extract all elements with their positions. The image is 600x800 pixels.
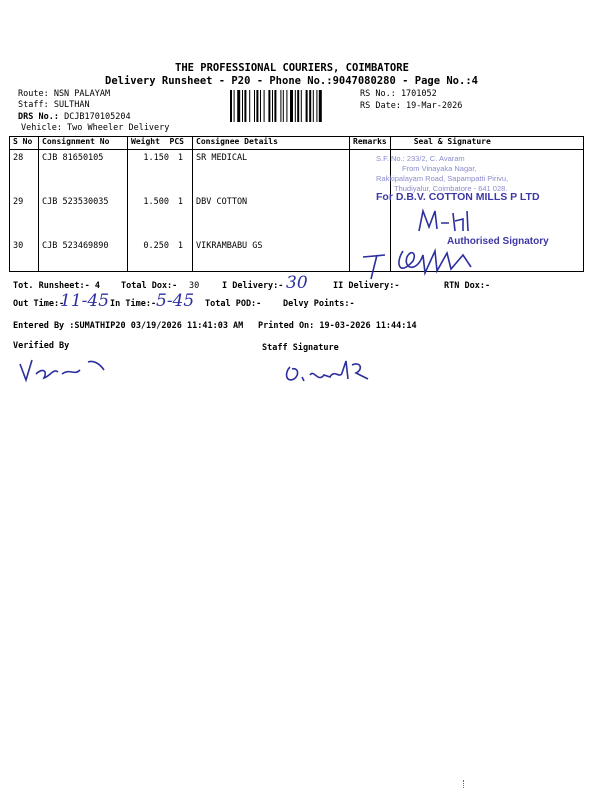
total-pod: Total POD:- — [205, 299, 262, 309]
row-consignment: CJB 523530035 — [39, 194, 128, 238]
col-weight: Weight — [131, 137, 160, 146]
row-consignment: CJB 523469890 — [39, 238, 128, 272]
route-text: Route: NSN PALAYAM — [18, 89, 111, 99]
row-consignee: DBV COTTON — [193, 194, 350, 238]
vehicle-text: Vehicle: Two Wheeler Delivery — [21, 123, 170, 133]
row-sno: 29 — [10, 194, 39, 238]
total-dox-value: 30 — [189, 281, 200, 291]
drs-label: DRS No.: — [18, 112, 59, 122]
table-header-row — [10, 137, 584, 150]
row-weight-pcs — [128, 194, 193, 238]
delivery-table — [9, 136, 584, 272]
scan-mark — [463, 780, 467, 788]
rs-date: RS Date: 19-Mar-2026 — [360, 101, 463, 111]
total-dox-label: Total Dox:- — [121, 281, 178, 291]
stamp-address-line4: Thudiyalur, Coimbatore - 641 028. — [394, 184, 508, 193]
in-time-handwritten: 5-45 — [156, 291, 195, 311]
verified-by-label: Verified By — [13, 341, 70, 351]
row-pcs: 1 — [177, 197, 183, 207]
row-sno: 28 — [10, 150, 39, 195]
row-consignee: SR MEDICAL — [193, 150, 350, 195]
row-pcs: 1 — [177, 241, 183, 251]
in-time-label: In Time:- — [110, 299, 157, 309]
col-sno: S No — [10, 137, 39, 150]
barcode — [230, 90, 355, 122]
row-weight: 1.500 — [143, 197, 169, 207]
handwritten-signature-2 — [355, 243, 495, 283]
staff-signature-handwritten — [280, 355, 380, 389]
row-weight-pcs — [128, 150, 193, 195]
verified-by-signature — [14, 350, 114, 386]
row-consignment: CJB 81650105 — [39, 150, 128, 195]
barcode-graphic — [230, 90, 355, 122]
col-weight-pcs — [128, 137, 193, 150]
company-title: THE PROFESSIONAL COURIERS, COIMBATORE — [175, 62, 409, 74]
rtn-dox: RTN Dox:- — [444, 281, 491, 291]
staff-text: Staff: SULTHAN — [18, 100, 90, 110]
printed-on: Printed On: 19-03-2026 11:44:14 — [258, 321, 417, 331]
row-consignee: VIKRAMBABU GS — [193, 238, 350, 272]
delvy-points: Delvy Points:- — [283, 299, 355, 309]
tot-runsheet: Tot. Runsheet:- 4 — [13, 281, 100, 291]
stamp-address-line2: From Vinayaka Nagar, — [402, 164, 477, 173]
row-weight-pcs — [128, 238, 193, 272]
drs-number — [18, 112, 131, 122]
ii-delivery: II Delivery:- — [333, 281, 400, 291]
out-time-label: Out Time:- — [13, 299, 65, 309]
row-pcs: 1 — [177, 153, 183, 163]
row-weight: 1.150 — [143, 153, 169, 163]
staff-signature-label: Staff Signature — [262, 343, 339, 353]
rs-number: RS No.: 1701052 — [360, 89, 437, 99]
i-delivery-handwritten: 30 — [286, 273, 308, 293]
stamp-address-line3: Rakkipalayam Road, Sapampatti Pirivu, — [376, 174, 509, 183]
col-seal-signature — [390, 137, 583, 150]
col-pcs: PCS — [169, 137, 184, 146]
drs-value: DCJB170105204 — [64, 112, 131, 122]
stamp-authorised-signatory: Authorised Signatory — [447, 236, 549, 247]
row-weight: 0.250 — [143, 241, 169, 251]
entered-by: Entered By :SUMATHIP20 03/19/2026 11:41:03 AM — [13, 321, 244, 331]
handwritten-signature-1 — [415, 205, 475, 237]
stamp-address-line1: S.F. No.: 233/2, C. Avaram — [376, 154, 465, 163]
runsheet-subtitle: Delivery Runsheet - P20 - Phone No.:9047080280 - Page No.:4 — [105, 75, 478, 87]
col-remarks: Remarks — [350, 137, 391, 150]
out-time-handwritten: 11-45 — [60, 291, 110, 311]
i-delivery-label: I Delivery:- — [222, 281, 284, 291]
col-seal-label: Seal & Signature — [413, 137, 491, 146]
stamp-company-name: For D.B.V. COTTON MILLS P LTD — [376, 191, 540, 203]
row-sno: 30 — [10, 238, 39, 272]
col-consignment: Consignment No — [39, 137, 128, 150]
col-consignee: Consignee Details — [193, 137, 350, 150]
